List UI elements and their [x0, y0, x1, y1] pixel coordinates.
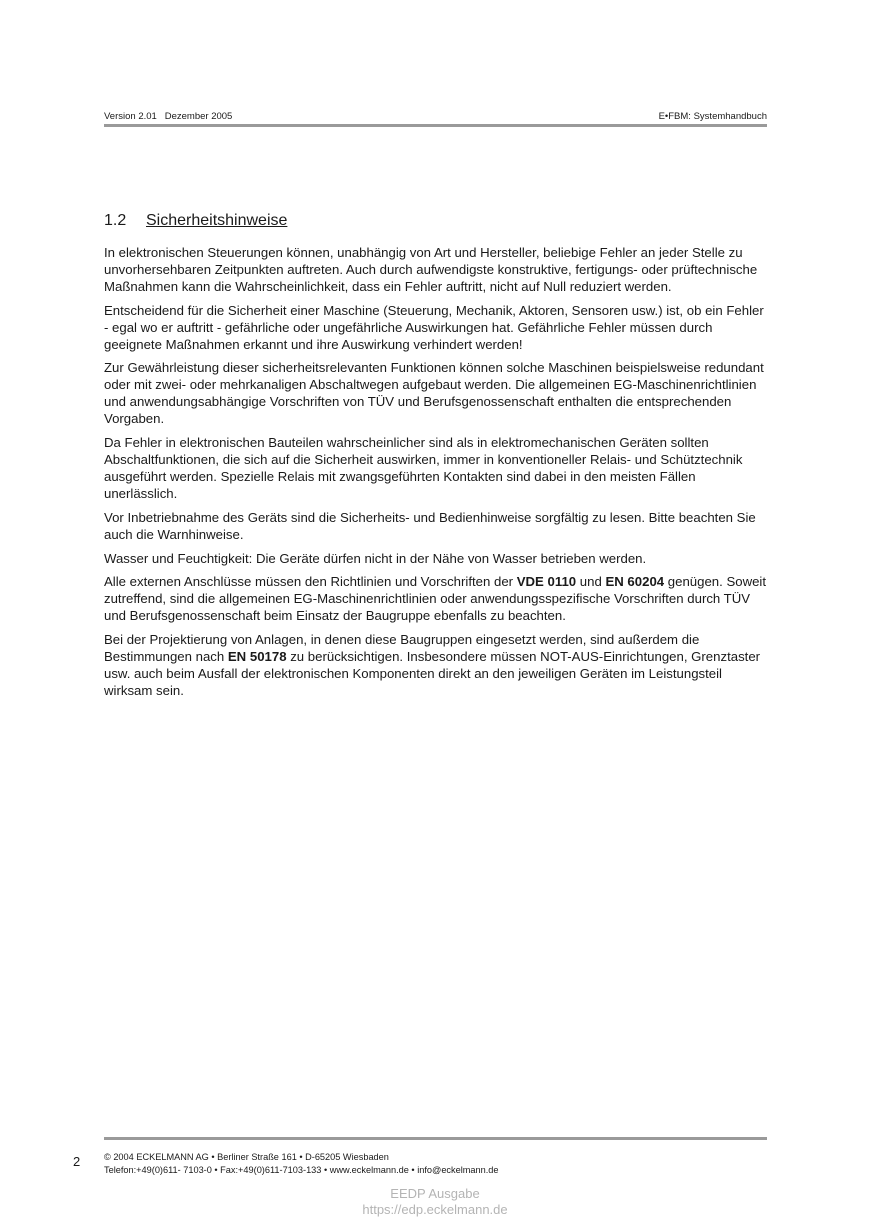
paragraph-4: Da Fehler in elektronischen Bauteilen wahrscheinlicher sind als in elektromechanischen Geräten sollten Abschaltfunktionen, die sich auf die Sicherheit auswirken, immer in konventioneller Relais- und Schütztechnik ausgeführt werden. Spezielle Relais mit zwangsgeführten Kontakten sind dabei in den meisten Fällen unerlässlich.	[104, 435, 743, 501]
standard-vde-0110: VDE 0110	[516, 574, 577, 590]
paragraph-8	[104, 632, 767, 700]
header-version-date	[104, 111, 232, 122]
paragraph-6: Wasser und Feuchtigkeit: Die Geräte dürfen nicht in der Nähe von Wasser betrieben werden.	[104, 550, 647, 566]
watermark	[0, 1186, 870, 1218]
header-title: E•FBM: Systemhandbuch	[658, 111, 767, 122]
standard-en-50178: EN 50178	[227, 649, 287, 665]
footer-line-2: Telefon:+49(0)611- 7103-0 • Fax:+49(0)611-7103-133 • www.eckelmann.de • info@eckelmann.de	[104, 1165, 499, 1175]
watermark-line-2: https://edp.eckelmann.de	[362, 1202, 508, 1217]
watermark-line-1: EEDP Ausgabe	[390, 1186, 480, 1201]
header-date: Dezember 2005	[164, 111, 233, 122]
paragraph-2: Entscheidend für die Sicherheit einer Maschine (Steuerung, Mechanik, Aktoren, Sensoren usw.) ist, ob ein Fehler - egal wo er auftritt - gefährliche oder ungefährliche Auswirkungen hat. Gefährliche Fehler müssen durch geeignete Maßnahmen erkannt und ihre Auswirkung verhindert werden!	[104, 302, 764, 352]
paragraph-7-text-b: und	[576, 574, 606, 590]
paragraph-5: Vor Inbetriebnahme des Geräts sind die Sicherheits- und Bedienhinweise sorgfältig zu lesen. Bitte beachten Sie auch die Warnhinweise.	[104, 509, 756, 542]
paragraph-1: In elektronischen Steuerungen können, unabhängig von Art und Hersteller, beliebige Fehler an jeder Stelle zu unvorhersehbaren Zeitpunkten auftreten. Auch durch aufwendigste konstruktive, fertigungs- oder prüftechnische Maßnahmen kann die Wahrscheinlichkeit, dass ein Fehler auftritt, nicht auf Null reduziert werden.	[104, 245, 758, 294]
section-heading	[104, 212, 287, 230]
section-title: Sicherheitshinweise	[146, 212, 288, 229]
standard-en-60204: EN 60204	[605, 574, 665, 590]
paragraph-3: Zur Gewährleistung dieser sicherheitsrelevanten Funktionen können solche Maschinen beispielsweise redundant oder mit zwei- oder mehrkanaligen Abschaltwegen aufgebaut werden. Die allgemeinen EG-Maschinenrichtlinien und anwendungsabhängige Vorschriften von TÜV und Berufsgenossenschaft enthalten die entsprechenden Vorgaben.	[104, 360, 764, 427]
page-number: 2	[73, 1154, 81, 1169]
header-version: Version 2.01	[104, 111, 157, 122]
page-header	[104, 111, 767, 122]
header-rule	[104, 124, 767, 127]
paragraph-8-text-a: Bei der Projektierung von Anlagen, in denen diese Baugruppen eingesetzt werden, sind außerdem die Bestimmungen nach	[104, 632, 700, 665]
paragraph-7-text-a: Alle externen Anschlüsse müssen den Richtlinien und Vorschriften der	[104, 574, 517, 590]
paragraph-8-text-b: zu berücksichtigen. Insbesondere müssen NOT-AUS-Einrichtungen, Grenztaster usw. auch beim Ausfall der elektronischen Komponenten direkt an den jeweiligen Geräten im Leistungsteil wirksam sein.	[104, 649, 761, 698]
paragraph-7-text-c: genügen. Soweit zutreffend, sind die allgemeinen EG-Maschinenrichtlinien oder anwendungsspezifische Vorschriften durch TÜV und Berufsgenossenschaft beim Einsatz der Baugruppe ebenfalls zu beachten.	[104, 574, 767, 624]
footer-address	[104, 1151, 499, 1177]
body-text	[104, 245, 767, 707]
footer-rule	[104, 1137, 767, 1140]
paragraph-7	[104, 574, 767, 625]
section-number: 1.2	[104, 212, 127, 229]
footer-line-1: © 2004 ECKELMANN AG • Berliner Straße 161 • D-65205 Wiesbaden	[104, 1152, 389, 1162]
